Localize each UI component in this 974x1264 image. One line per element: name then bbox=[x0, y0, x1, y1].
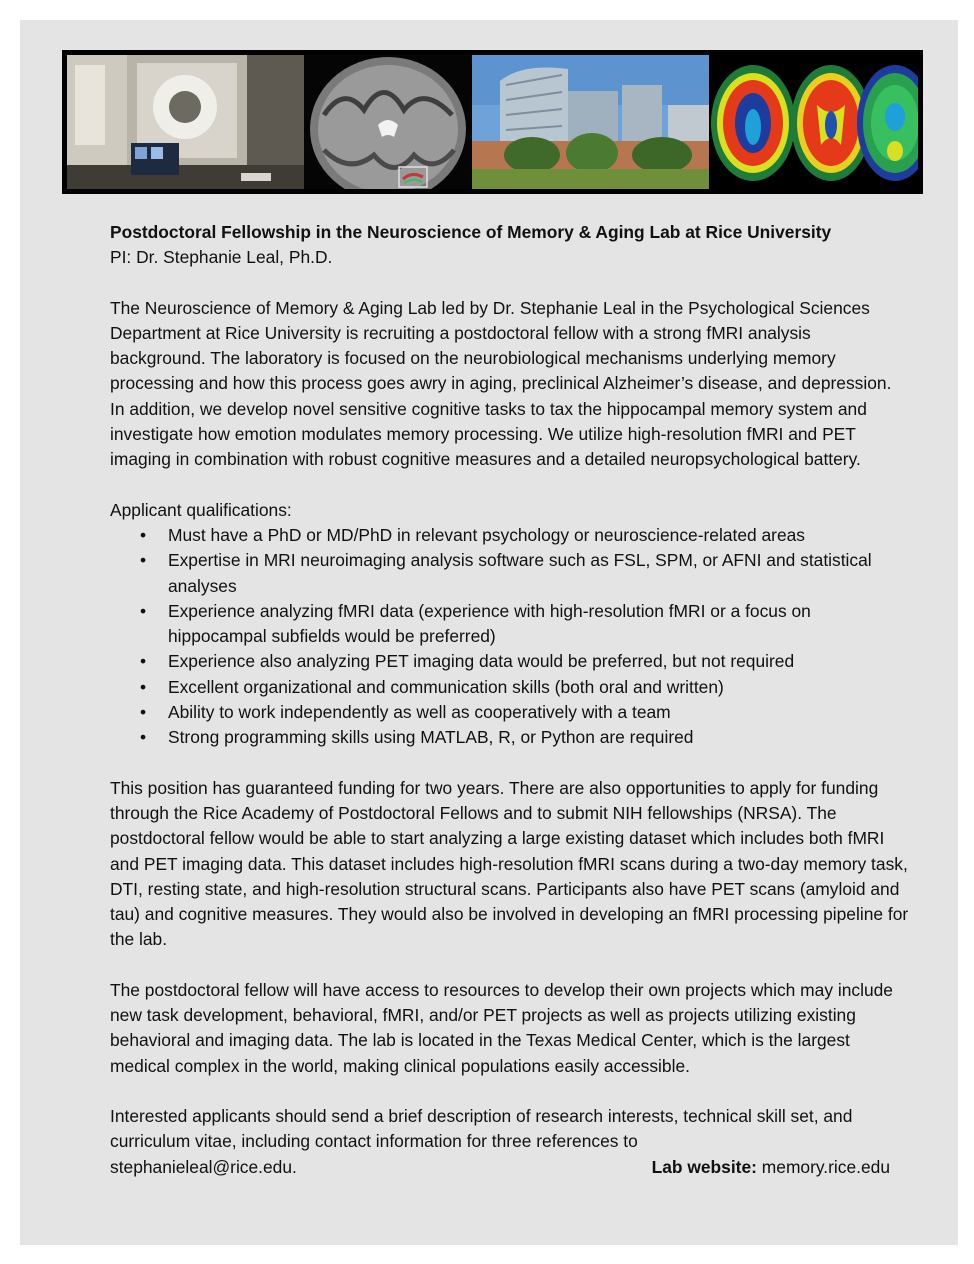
rice-building-photo bbox=[472, 55, 709, 189]
qualifications-heading: Applicant qualifications: bbox=[110, 499, 292, 520]
lab-website bbox=[652, 1155, 890, 1180]
header-banner bbox=[62, 50, 923, 194]
brain-mri-slice-photo bbox=[304, 55, 472, 189]
lab-website-label: Lab website: bbox=[651, 1156, 757, 1177]
list-item: • Ability to work independently as well as cooperatively with a team bbox=[110, 700, 910, 725]
list-item: • Expertise in MRI neuroimaging analysis software such as FSL, SPM, or AFNI and statistical analyses bbox=[110, 548, 910, 599]
list-item: • Strong programming skills using MATLAB, R, or Python are required bbox=[110, 725, 910, 750]
principal-investigator: PI: Dr. Stephanie Leal, Ph.D. bbox=[110, 247, 333, 268]
posting-title: Postdoctoral Fellowship in the Neuroscience of Memory & Aging Lab at Rice University bbox=[110, 222, 832, 242]
mri-scanner-room-photo bbox=[67, 55, 304, 189]
intro-paragraph: The Neuroscience of Memory & Aging Lab led by Dr. Stephanie Leal in the Psychological Sciences Department at Rice University is recruiting a postdoctoral fellow with a strong fMRI analysis background. The laboratory is focused on the neurobiological mechanisms underlying memory processing and how this process goes awry in aging, preclinical Alzheimer’s disease, and depression. In addition, we develop novel sensitive cognitive tasks to tax the hippocampal memory system and investigate how emotion modulates memory processing. We utilize high-resolution fMRI and PET imaging in combination with robust cognitive measures and a detailed neuropsychological battery. bbox=[110, 297, 892, 470]
resources-paragraph: The postdoctoral fellow will have access to resources to develop their own projects which may include new task development, behavioral, fMRI, and/or PET projects as well as projects utilizing existing behavioral and imaging data. The lab is located in the Texas Medical Center, which is the largest medical complex in the world, making clinical populations easily accessible. bbox=[110, 979, 893, 1076]
apply-paragraph: Interested applicants should send a brief description of research interests, technical skill set, and curriculum vitae, including contact information for three references to bbox=[110, 1105, 853, 1152]
list-item: • Must have a PhD or MD/PhD in relevant psychology or neuroscience-related areas bbox=[110, 523, 910, 548]
list-item: • Experience also analyzing PET imaging data would be preferred, but not required bbox=[110, 649, 910, 674]
pet-brain-scans-photo bbox=[709, 55, 918, 189]
qualifications-list bbox=[110, 523, 910, 751]
contact-line bbox=[110, 1155, 910, 1180]
list-item: • Excellent organizational and communication skills (both oral and written) bbox=[110, 675, 910, 700]
list-item: • Experience analyzing fMRI data (experience with high-resolution fMRI or a focus on hippocampal subfields would be preferred) bbox=[110, 599, 910, 650]
lab-website-link[interactable]: memory.rice.edu bbox=[761, 1156, 890, 1177]
posting-body bbox=[110, 220, 910, 1180]
funding-paragraph: This position has guaranteed funding for two years. There are also opportunities to apply for funding through the Rice Academy of Postdoctoral Fellows and to submit NIH fellowships (NRSA). The postdoctoral fellow would be able to start analyzing a large existing dataset which includes both fMRI and PET imaging data. This dataset includes high-resolution fMRI scans during a two-day memory task, DTI, resting state, and high-resolution structural scans. Participants also have PET scans (amyloid and tau) and cognitive measures. They would also be involved in developing an fMRI processing pipeline for the lab. bbox=[110, 777, 909, 950]
contact-email[interactable]: stephanieleal@rice.edu. bbox=[110, 1156, 297, 1177]
